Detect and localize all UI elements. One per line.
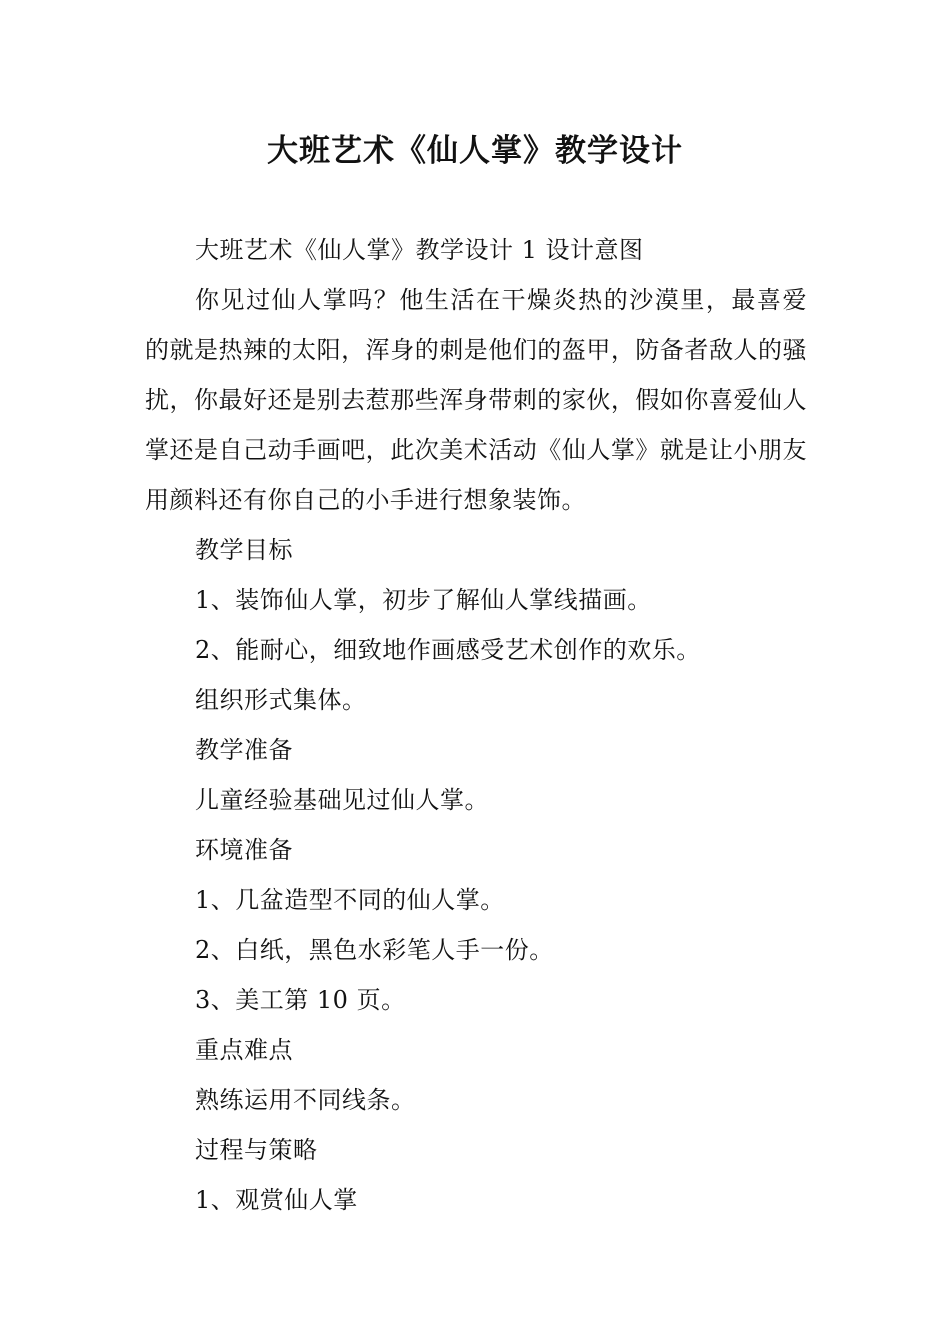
document-body [145,225,807,1225]
paragraph-goal-1: 1、装饰仙人掌，初步了解仙人掌线描画。 [195,586,652,614]
paragraph-preparation-heading: 教学准备 [195,736,293,764]
paragraph-environment-heading: 环境准备 [195,836,293,864]
paragraph-key-points-heading: 重点难点 [195,1036,293,1064]
paragraph-teaching-goals-heading: 教学目标 [195,536,293,564]
paragraph-design-intent-heading: 大班艺术《仙人掌》教学设计 1 设计意图 [195,236,644,264]
paragraph-process-heading: 过程与策略 [195,1136,318,1164]
paragraph-key-points-text: 熟练运用不同线条。 [195,1086,416,1114]
paragraph-design-intent-text: 你见过仙人掌吗？他生活在干燥炎热的沙漠里，最喜爱的就是热辣的太阳，浑身的刺是他们的盔甲，防备者敌人的骚扰，你最好还是别去惹那些浑身带刺的家伙，假如你喜爱仙人掌还是自己动手画吧，此次美术活动《仙人掌》就是让小朋友用颜料还有你自己的小手进行想象装饰。 [145,286,807,514]
document-title: 大班艺术《仙人掌》教学设计 [267,133,683,169]
paragraph-child-experience: 儿童经验基础见过仙人掌。 [195,786,489,814]
paragraph-environment-3: 3、美工第 10 页。 [195,986,406,1014]
paragraph-organization-form: 组织形式集体。 [195,686,367,714]
paragraph-process-1: 1、观赏仙人掌 [195,1186,358,1214]
paragraph-environment-2: 2、白纸，黑色水彩笔人手一份。 [195,936,554,964]
paragraph-environment-1: 1、几盆造型不同的仙人掌。 [195,886,505,914]
paragraph-goal-2: 2、能耐心，细致地作画感受艺术创作的欢乐。 [195,636,701,664]
